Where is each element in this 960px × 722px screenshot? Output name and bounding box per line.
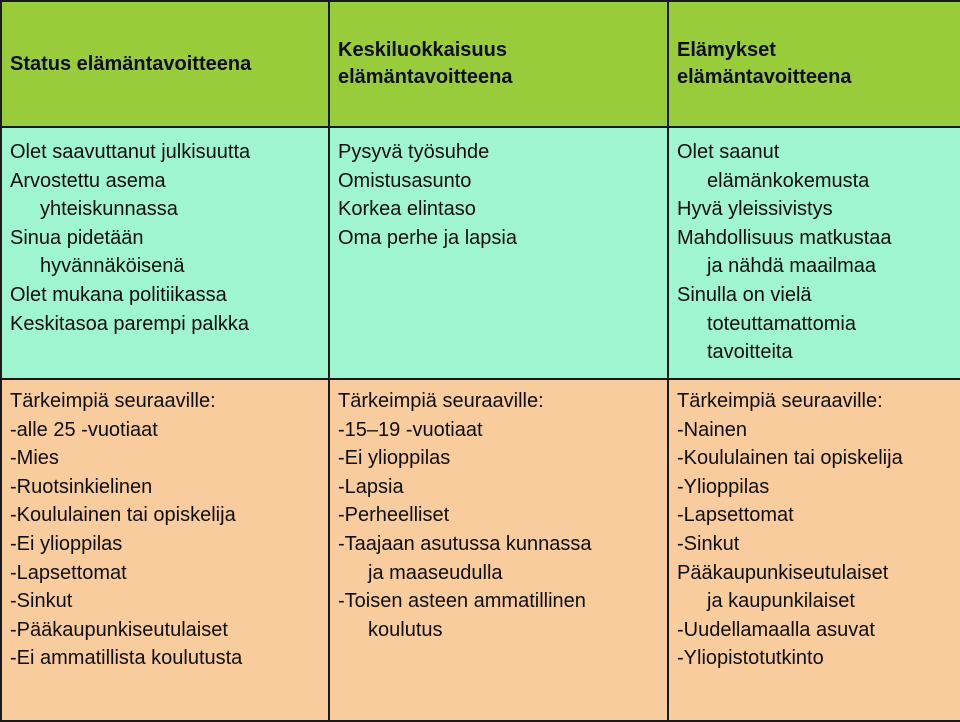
- list-line: -Ylioppilas: [677, 475, 770, 498]
- list-line: -Yliopistotutkinto: [677, 647, 824, 670]
- list-line: ja nähdä maailmaa: [707, 255, 876, 278]
- list-line: Omistusasunto: [338, 169, 472, 192]
- list-line: -alle 25 -vuotiaat: [10, 418, 158, 441]
- header-cell-experiences: [668, 1, 960, 127]
- list-line: Oma perhe ja lapsia: [338, 226, 517, 249]
- list-line: koulutus: [368, 618, 443, 641]
- traits-row: [1, 127, 960, 379]
- list-line: -Mies: [10, 447, 59, 470]
- traits-cell-experiences: [668, 127, 960, 379]
- list-line: -Ei ylioppilas: [10, 532, 123, 555]
- header-cell-status: [1, 1, 329, 127]
- list-line: -Pääkaupunkiseutulaiset: [10, 618, 228, 641]
- list-line: hyvännäköisenä: [40, 255, 185, 278]
- groups-list: [330, 380, 667, 644]
- groups-cell-middle-class: [329, 379, 668, 721]
- list-line: toteuttamattomia: [707, 312, 856, 335]
- header-cell-middle-class: [329, 1, 668, 127]
- list-line: Olet mukana politiikassa: [10, 283, 227, 306]
- traits-list: [669, 128, 960, 367]
- list-line: yhteiskunnassa: [40, 198, 178, 221]
- list-line: Korkea elintaso: [338, 198, 476, 221]
- list-line: Arvostettu asema: [10, 169, 166, 192]
- list-line: -Sinkut: [677, 532, 740, 555]
- list-line: -Koululainen tai opiskelija: [10, 504, 236, 527]
- list-line: ja maaseudulla: [368, 561, 503, 584]
- list-line: -Ruotsinkielinen: [10, 475, 153, 498]
- list-line: Olet saanut: [677, 141, 780, 163]
- list-line: -Koululainen tai opiskelija: [677, 447, 903, 470]
- list-line: -Lapsettomat: [677, 504, 794, 527]
- traits-list: [330, 128, 667, 252]
- groups-cell-status: [1, 379, 329, 721]
- list-line: Tärkeimpiä seuraaville:: [10, 390, 216, 412]
- list-line: Keskitasoa parempi palkka: [10, 312, 250, 335]
- list-line: -Ei ylioppilas: [338, 447, 451, 470]
- list-line: Pääkaupunkiseutulaiset: [677, 561, 889, 584]
- header-row: [1, 1, 960, 127]
- list-line: -Lapsia: [338, 475, 404, 498]
- list-line: -Ei ammatillista koulutusta: [10, 647, 243, 670]
- list-line: tavoitteita: [707, 341, 793, 364]
- groups-row: [1, 379, 960, 721]
- traits-cell-status: [1, 127, 329, 379]
- list-line: Hyvä yleissivistys: [677, 198, 833, 221]
- traits-list: [2, 128, 328, 338]
- groups-cell-experiences: [668, 379, 960, 721]
- header-title: Status elämäntavoitteena: [10, 52, 252, 75]
- list-line: -Taajaan asutussa kunnassa: [338, 532, 592, 555]
- list-line: Tärkeimpiä seuraaville:: [677, 390, 883, 412]
- list-line: -Toisen asteen ammatillinen: [338, 590, 586, 613]
- groups-list: [669, 380, 960, 673]
- traits-cell-middle-class: [329, 127, 668, 379]
- list-line: Olet saavuttanut julkisuutta: [10, 141, 251, 163]
- list-line: -Perheelliset: [338, 504, 450, 527]
- list-line: Mahdollisuus matkustaa: [677, 226, 892, 249]
- list-line: elämänkokemusta: [707, 169, 870, 192]
- groups-list: [2, 380, 328, 673]
- list-line: Sinulla on vielä: [677, 283, 812, 306]
- list-line: -Uudellamaalla asuvat: [677, 618, 875, 641]
- list-line: -Sinkut: [10, 590, 73, 613]
- list-line: Pysyvä työsuhde: [338, 141, 490, 163]
- list-line: -Nainen: [677, 418, 748, 441]
- header-title: Elämykset elämäntavoitteena: [677, 39, 852, 88]
- header-title: Keskiluokkaisuus elämäntavoitteena: [338, 39, 513, 88]
- list-line: -Lapsettomat: [10, 561, 127, 584]
- list-line: -15–19 -vuotiaat: [338, 418, 483, 441]
- list-line: Sinua pidetään: [10, 226, 144, 249]
- list-line: ja kaupunkilaiset: [707, 590, 855, 613]
- list-line: Tärkeimpiä seuraaville:: [338, 390, 544, 412]
